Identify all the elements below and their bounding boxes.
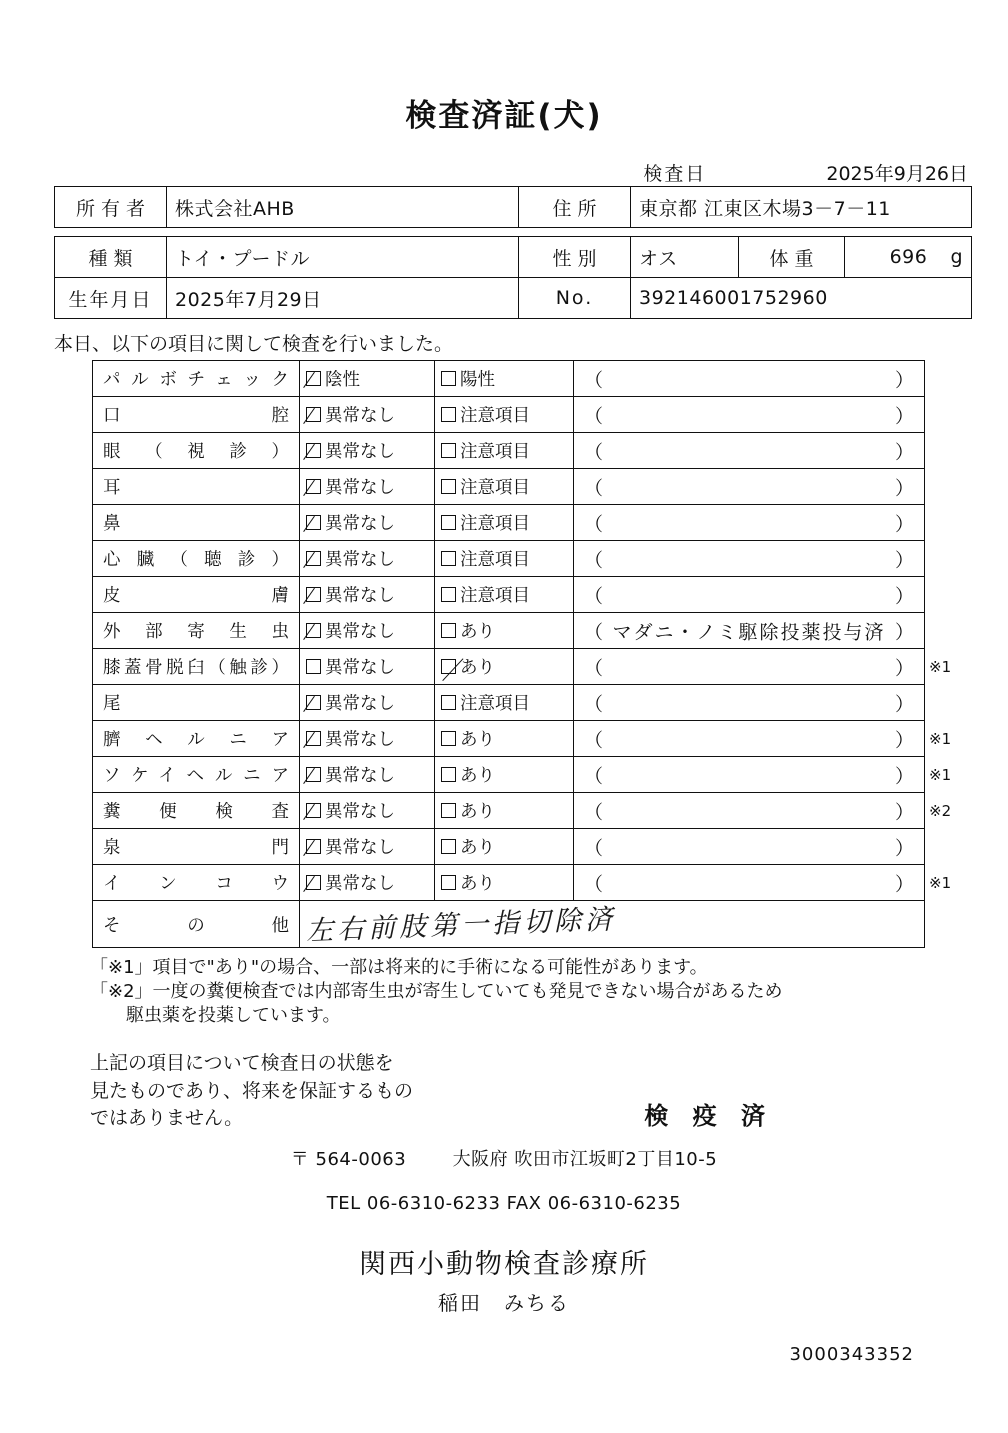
checklist-option-2-label: あり bbox=[460, 766, 495, 786]
checklist-option-1-label: 異常なし bbox=[325, 694, 395, 714]
checklist-option-2[interactable] bbox=[435, 649, 574, 685]
sex-label: 性別 bbox=[519, 237, 631, 278]
checklist-footnote-mark bbox=[925, 469, 972, 505]
checklist-option-2-label: 注意項目 bbox=[460, 514, 530, 534]
checklist-remark-cell bbox=[574, 469, 925, 505]
address-label: 住所 bbox=[519, 187, 631, 228]
paren-open: （ bbox=[584, 441, 604, 463]
checklist-option-1-label: 異常なし bbox=[325, 406, 395, 426]
checkbox-icon[interactable] bbox=[306, 479, 321, 494]
checklist-option-2-label: 注意項目 bbox=[460, 586, 530, 606]
checklist-other-row bbox=[93, 901, 972, 948]
checklist-option-2-label: 注意項目 bbox=[460, 550, 530, 570]
checklist-row bbox=[93, 721, 972, 757]
checklist-footnote-mark: ※1 bbox=[929, 765, 952, 784]
checkbox-icon[interactable] bbox=[306, 587, 321, 602]
other-row-content bbox=[300, 901, 925, 948]
checklist-table bbox=[92, 360, 972, 948]
disclaimer bbox=[90, 1050, 978, 1133]
checkbox-icon[interactable] bbox=[441, 371, 456, 386]
checkbox-icon[interactable] bbox=[306, 443, 321, 458]
clinic-telephone: TEL 06-6310-6233 FAX 06-6310-6235 bbox=[326, 1192, 682, 1214]
checkbox-icon[interactable] bbox=[441, 803, 456, 818]
checklist-remark-cell bbox=[574, 721, 925, 757]
checklist-remark-cell bbox=[574, 757, 925, 793]
checkbox-icon[interactable] bbox=[306, 371, 321, 386]
weight-value: 696 bbox=[889, 246, 928, 268]
checklist-footnote-mark bbox=[925, 541, 972, 577]
disclaimer-line-1: 上記の項目について検査日の状態を bbox=[90, 1052, 394, 1075]
weight-label: 体重 bbox=[739, 237, 845, 278]
table-row bbox=[55, 237, 972, 278]
checklist-option-2[interactable] bbox=[435, 613, 574, 649]
checklist-option-1-label: 異常なし bbox=[325, 478, 395, 498]
checklist-option-1[interactable] bbox=[300, 649, 435, 685]
paren-close: ） bbox=[894, 657, 914, 679]
checklist-footnote-mark bbox=[925, 577, 972, 613]
checklist-row-label: 尾 bbox=[93, 685, 300, 721]
paren-close: ） bbox=[894, 729, 914, 751]
checklist-option-1[interactable] bbox=[300, 397, 435, 433]
checklist-row bbox=[93, 613, 972, 649]
checklist-footnote-mark: ※1 bbox=[929, 729, 952, 748]
checklist-remark-cell bbox=[574, 613, 925, 649]
paren-open: （ bbox=[584, 657, 604, 679]
checklist-option-1-label: 異常なし bbox=[325, 874, 395, 894]
owner-table bbox=[54, 186, 972, 228]
checkbox-icon[interactable] bbox=[441, 623, 456, 638]
checklist-option-1-label: 異常なし bbox=[325, 586, 395, 606]
checkbox-icon[interactable] bbox=[306, 767, 321, 782]
checklist-remark-cell bbox=[574, 433, 925, 469]
checklist-option-2[interactable] bbox=[435, 829, 574, 865]
sex-value: オス bbox=[631, 237, 739, 278]
checklist-remark-cell bbox=[574, 577, 925, 613]
birth-label: 生年月日 bbox=[55, 278, 167, 319]
checkbox-icon[interactable] bbox=[306, 515, 321, 530]
checkbox-icon[interactable] bbox=[306, 731, 321, 746]
checklist-option-1-label: 異常なし bbox=[325, 514, 395, 534]
serial-number: 3000343352 bbox=[789, 1343, 914, 1365]
checkbox-icon[interactable] bbox=[441, 479, 456, 494]
checklist-option-1-label: 異常なし bbox=[325, 838, 395, 858]
paren-close: ） bbox=[894, 765, 914, 787]
exam-date-label: 検査日 bbox=[643, 163, 707, 185]
checklist-option-2[interactable] bbox=[435, 541, 574, 577]
owner-label: 所有者 bbox=[55, 187, 167, 228]
checklist-option-2[interactable] bbox=[435, 721, 574, 757]
checklist-option-2[interactable] bbox=[435, 505, 574, 541]
paren-open: （ bbox=[584, 729, 604, 751]
checklist-option-1-label: 異常なし bbox=[325, 550, 395, 570]
checkbox-icon[interactable] bbox=[306, 551, 321, 566]
checklist-option-1[interactable] bbox=[300, 361, 435, 397]
checklist-row bbox=[93, 541, 972, 577]
checklist-remark-cell bbox=[574, 685, 925, 721]
checkbox-icon[interactable] bbox=[441, 443, 456, 458]
veterinarian-name: 稲田 みちる bbox=[438, 1290, 570, 1315]
checklist-footnote-mark bbox=[925, 433, 972, 469]
paren-close: ） bbox=[894, 441, 914, 463]
checklist-remark-cell bbox=[574, 505, 925, 541]
checklist-option-2[interactable] bbox=[435, 469, 574, 505]
checklist-option-1[interactable] bbox=[300, 721, 435, 757]
checklist-remark-cell bbox=[574, 793, 925, 829]
clinic-address: 大阪府 吹田市江坂町2丁目10-5 bbox=[452, 1148, 718, 1170]
checklist-row bbox=[93, 829, 972, 865]
checklist-row-label: 臍ヘルニア bbox=[93, 721, 300, 757]
other-row-label: その他 bbox=[93, 901, 300, 948]
table-row bbox=[55, 278, 972, 319]
footnote-1: 「※1」項目で"あり"の場合、一部は将来的に手術になる可能性があります。 bbox=[90, 957, 708, 978]
paren-open: （ bbox=[584, 477, 604, 499]
checkbox-icon[interactable] bbox=[441, 767, 456, 782]
checklist-option-1[interactable] bbox=[300, 613, 435, 649]
table-row bbox=[55, 187, 972, 228]
checklist-option-2-label: 注意項目 bbox=[460, 442, 530, 462]
checklist-option-1[interactable] bbox=[300, 685, 435, 721]
checkbox-icon[interactable] bbox=[306, 695, 321, 710]
exam-date-line bbox=[30, 159, 978, 186]
checklist-option-1[interactable] bbox=[300, 505, 435, 541]
checklist-option-2[interactable] bbox=[435, 361, 574, 397]
quarantine-stamp: 検 疫 済 bbox=[644, 1102, 773, 1131]
footer-block bbox=[30, 1050, 978, 1365]
checkbox-icon[interactable] bbox=[441, 875, 456, 890]
checklist-option-1-label: 異常なし bbox=[325, 730, 395, 750]
paren-close: ） bbox=[894, 801, 914, 823]
checklist-option-1-label: 異常なし bbox=[325, 766, 395, 786]
birth-value: 2025年7月29日 bbox=[167, 278, 519, 319]
paren-open: （ bbox=[584, 837, 604, 859]
checklist-row bbox=[93, 757, 972, 793]
paren-open: （ bbox=[584, 621, 604, 643]
other-row-mark bbox=[925, 901, 972, 948]
checklist-option-2-label: あり bbox=[460, 874, 495, 894]
checklist-option-2-label: あり bbox=[460, 658, 495, 678]
checklist-option-2-label: あり bbox=[460, 622, 495, 642]
postal-code: 〒 564-0063 bbox=[290, 1148, 407, 1170]
checklist-row bbox=[93, 685, 972, 721]
paren-close: ） bbox=[894, 837, 914, 859]
checklist-footnote-mark bbox=[925, 505, 972, 541]
checkbox-icon[interactable] bbox=[306, 623, 321, 638]
paren-open: （ bbox=[584, 873, 604, 895]
checklist-remark-cell bbox=[574, 541, 925, 577]
checklist-row bbox=[93, 469, 972, 505]
checklist-option-2-label: 注意項目 bbox=[460, 694, 530, 714]
checklist-footnote-mark: ※1 bbox=[929, 657, 952, 676]
address-value: 東京都 江東区木場3－7－11 bbox=[631, 187, 972, 228]
paren-open: （ bbox=[584, 549, 604, 571]
checklist-row-label: ソケイヘルニア bbox=[93, 757, 300, 793]
no-value: 392146001752960 bbox=[631, 278, 972, 319]
weight-cell bbox=[845, 237, 972, 278]
checklist-row-label: インコウ bbox=[93, 865, 300, 901]
checklist-footnote-mark: ※1 bbox=[929, 873, 952, 892]
checkbox-icon[interactable] bbox=[441, 695, 456, 710]
checklist-row bbox=[93, 433, 972, 469]
footnote-2-line1: 「※2」一度の糞便検査では内部寄生虫が寄生していても発見できない場合があるため bbox=[90, 981, 783, 1003]
checklist-option-1[interactable] bbox=[300, 865, 435, 901]
checklist-footnote-mark bbox=[925, 685, 972, 721]
checklist-remark-text: マダニ・ノミ駆除投薬投与済 bbox=[612, 621, 886, 643]
checkbox-icon[interactable] bbox=[306, 659, 321, 674]
checklist-remark-cell bbox=[574, 397, 925, 433]
checkbox-icon[interactable] bbox=[306, 407, 321, 422]
paren-open: （ bbox=[584, 513, 604, 535]
checklist-row bbox=[93, 865, 972, 901]
checklist-footnote-mark bbox=[925, 829, 972, 865]
handwritten-note: 左右前肢第一指切除済 bbox=[305, 904, 617, 947]
checklist-footnote-mark: ※2 bbox=[929, 801, 952, 820]
checklist-remark-cell bbox=[574, 829, 925, 865]
paren-close: ） bbox=[894, 693, 914, 715]
checklist-option-2-label: あり bbox=[460, 838, 495, 858]
page-title: 検査済証(犬) bbox=[405, 98, 603, 134]
checklist-option-1-label: 異常なし bbox=[325, 442, 395, 462]
checklist-option-2[interactable] bbox=[435, 397, 574, 433]
checklist-footnote-mark bbox=[925, 361, 972, 397]
paren-close: ） bbox=[894, 369, 914, 391]
checklist-row-label: パルボチェック bbox=[93, 361, 300, 397]
checklist-remark-cell bbox=[574, 649, 925, 685]
checklist-remark-cell bbox=[574, 865, 925, 901]
checklist-row-label: 耳 bbox=[93, 469, 300, 505]
checkbox-icon[interactable] bbox=[441, 587, 456, 602]
paren-open: （ bbox=[584, 765, 604, 787]
checklist-option-1[interactable] bbox=[300, 757, 435, 793]
checklist-option-2-label: 陽性 bbox=[460, 370, 495, 390]
checkbox-icon[interactable] bbox=[441, 551, 456, 566]
no-label: No. bbox=[519, 278, 631, 319]
checklist-row-label: 鼻 bbox=[93, 505, 300, 541]
disclaimer-line-2: 見たものであり、将来を保証するもの bbox=[90, 1079, 414, 1102]
checklist-option-1-label: 異常なし bbox=[325, 802, 395, 822]
certificate-sheet bbox=[30, 18, 978, 1418]
checklist-footnote-mark bbox=[925, 397, 972, 433]
checkbox-icon[interactable] bbox=[441, 515, 456, 530]
checklist-row-label: 膝蓋骨脱臼（触診） bbox=[93, 649, 300, 685]
paren-close: ） bbox=[894, 549, 914, 571]
paren-open: （ bbox=[584, 801, 604, 823]
paren-open: （ bbox=[584, 405, 604, 427]
exam-date-value: 2025年9月26日 bbox=[826, 163, 968, 185]
checkbox-icon[interactable] bbox=[306, 875, 321, 890]
checklist-row-label: 泉門 bbox=[93, 829, 300, 865]
paren-close: ） bbox=[894, 621, 914, 643]
disclaimer-line-3: ではありません。 bbox=[90, 1107, 244, 1130]
checklist-option-1[interactable] bbox=[300, 793, 435, 829]
checklist-option-2-label: あり bbox=[460, 730, 495, 750]
checkbox-icon[interactable] bbox=[441, 731, 456, 746]
checklist-remark-cell bbox=[574, 361, 925, 397]
animal-table bbox=[54, 236, 972, 319]
checklist-option-2[interactable] bbox=[435, 685, 574, 721]
clinic-address-line bbox=[30, 1145, 978, 1171]
checklist-row-label: 口腔 bbox=[93, 397, 300, 433]
checkbox-icon[interactable] bbox=[306, 839, 321, 854]
paren-close: ） bbox=[894, 477, 914, 499]
checklist-option-2-label: 注意項目 bbox=[460, 478, 530, 498]
checklist-row-label: 心臓（聴診） bbox=[93, 541, 300, 577]
paren-open: （ bbox=[584, 585, 604, 607]
paren-close: ） bbox=[894, 513, 914, 535]
checkbox-icon[interactable] bbox=[306, 803, 321, 818]
checklist-row bbox=[93, 397, 972, 433]
paren-open: （ bbox=[584, 693, 604, 715]
clinic-name: 関西小動物検査診療所 bbox=[359, 1248, 649, 1280]
footnote-2-line2: 駆虫薬を投薬しています。 bbox=[126, 1005, 341, 1027]
checklist-row-label: 糞便検査 bbox=[93, 793, 300, 829]
checklist-option-2[interactable] bbox=[435, 577, 574, 613]
checklist-footnote-mark bbox=[925, 613, 972, 649]
checklist-row bbox=[93, 361, 972, 397]
checklist-option-2[interactable] bbox=[435, 865, 574, 901]
checklist-row-label: 皮膚 bbox=[93, 577, 300, 613]
checklist-option-1[interactable] bbox=[300, 433, 435, 469]
paren-close: ） bbox=[894, 405, 914, 427]
paren-close: ） bbox=[894, 585, 914, 607]
checklist-option-1-label: 陰性 bbox=[325, 370, 360, 390]
checklist-option-2[interactable] bbox=[435, 757, 574, 793]
checklist-option-1-label: 異常なし bbox=[325, 622, 395, 642]
checklist-row-label: 眼（視診） bbox=[93, 433, 300, 469]
checklist-option-1[interactable] bbox=[300, 829, 435, 865]
checklist-option-1[interactable] bbox=[300, 541, 435, 577]
checklist-option-1[interactable] bbox=[300, 577, 435, 613]
checklist-row bbox=[93, 649, 972, 685]
checklist-row bbox=[93, 577, 972, 613]
checklist-option-1-label: 異常なし bbox=[325, 658, 395, 678]
owner-value: 株式会社AHB bbox=[167, 187, 519, 228]
checklist-row bbox=[93, 505, 972, 541]
checkbox-icon[interactable] bbox=[441, 839, 456, 854]
checklist-row bbox=[93, 793, 972, 829]
checklist-option-2[interactable] bbox=[435, 793, 574, 829]
paren-open: （ bbox=[584, 369, 604, 391]
checklist-option-2-label: あり bbox=[460, 802, 495, 822]
paren-close: ） bbox=[894, 873, 914, 895]
breed-value: トイ・プードル bbox=[167, 237, 519, 278]
checklist-row-label: 外部寄生虫 bbox=[93, 613, 300, 649]
checklist-option-1[interactable] bbox=[300, 469, 435, 505]
breed-label: 種類 bbox=[55, 237, 167, 278]
checkbox-icon[interactable] bbox=[441, 407, 456, 422]
weight-unit: g bbox=[950, 246, 963, 268]
checklist-option-2-label: 注意項目 bbox=[460, 406, 530, 426]
checklist-option-2[interactable] bbox=[435, 433, 574, 469]
intro-note: 本日、以下の項目に関して検査を行いました。 bbox=[54, 333, 454, 355]
